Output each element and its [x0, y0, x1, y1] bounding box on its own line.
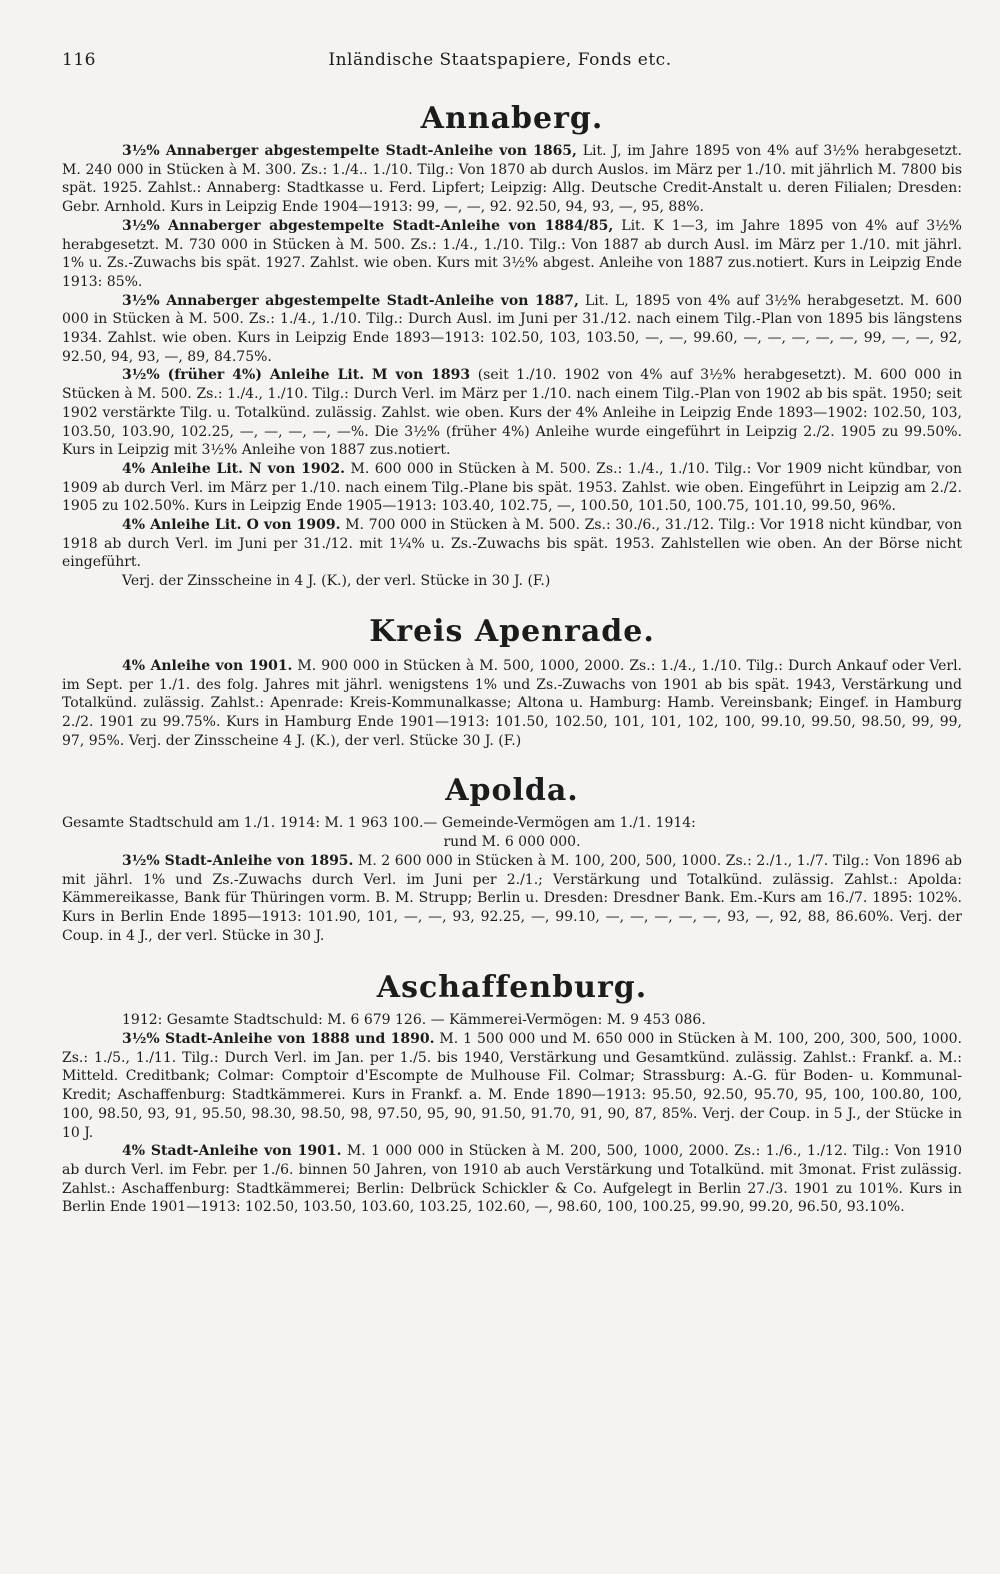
loan-entry	[62, 1142, 962, 1217]
section-title: Apolda.	[445, 773, 579, 809]
loan-text: M. 900 000 in Stücken à M. 500, 1000, 2000. Zs.: 1./4., 1./10. Tilg.: Durch Ankauf oder Verl. im Sept. per 1./1. des folg. Jahres mit jährl. wenigstens 1% und Zs.-Zuwachs von 1901 ab bis spät. 1943, Verstärkung und Totalkünd. zulässig. Zahlst.: Apenrade: Kreis-Kommunalkasse; Altona u. Hamburg: Hamb. Vereinsbank; Eingef. in Hamburg 2./2. 1901 zu 99.75%. Kurs in Hamburg Ende 1901—1913: 101.50, 102.50, 101, 101, 102, 100, 99.10, 99.50, 98.50, 99, 99, 97, 95%. Verj. der Zinsscheine 4 J. (K.), der verl. Stücke 30 J. (F.)	[62, 657, 962, 749]
loan-text: M. 1 500 000 und M. 650 000 in Stücken à M. 100, 200, 300, 500, 1000. Zs.: 1./5., 1./11. Tilg.: Durch Verl. im Jan. per 1./5. bis 1940, Verstärkung und Gesamtkünd. zulässig. Zahlst.: Frankf. a. M.: Mitteld. Creditbank; Colmar: Comptoir d'Escompte de Mulhouse Fil. Colmar; Strassburg: A.-G. für Boden- u. Kommunal-Kredit; Aschaffenburg: Stadtkämmerei. Kurs in Frankf. a. M. Ende 1890—1913: 95.50, 92.50, 95.70, 95, 100, 100.80, 100, 100, 98.50, 93, 91, 95.50, 98.30, 98.50, 98, 97.50, 95, 90, 91.50, 91.70, 91, 90, 87, 85%. Verj. der Coup. in 5 J., der Stücke in 10 J.	[62, 1031, 963, 1141]
loan-entry	[62, 516, 962, 572]
debt-summary-cont: rund M. 6 000 000.	[443, 834, 581, 851]
loan-lead: 3½% Annaberger abgestempelte Stadt-Anleihe von 1887,	[122, 292, 579, 309]
loan-lead: 4% Anleihe Lit. O von 1909.	[122, 517, 341, 534]
section-apolda	[62, 772, 962, 945]
section-title: Aschaffenburg.	[376, 970, 648, 1006]
loan-text: Lit. J, im Jahre 1895 von 4% auf 3½% herabgesetzt. M. 240 000 in Stücken à M. 300. Zs.: 1./4.. 1./10. Tilg.: Von 1870 ab durch Auslos. im März per 1./10. mit jährlich M. 7800 bis spät. 1925. Zahlst.: Annaberg: Stadtkasse u. Ferd. Lipfert; Leipzig: Allg. Deutsche Credit-Anstalt u. deren Filialen; Dresden: Gebr. Arnhold. Kurs in Leipzig Ende 1904—1913: 99, —, —, 92. 92.50, 94, 93, —, 95, 88%.	[62, 143, 962, 216]
running-title: Inländische Staatspapiere, Fonds etc.	[328, 50, 672, 70]
loan-lead: 4% Stadt-Anleihe von 1901.	[122, 1143, 342, 1160]
section-aschaffenburg	[62, 969, 962, 1217]
loan-text: M. 600 000 in Stücken à M. 500. Zs.: 1./4., 1./10. Tilg.: Vor 1909 nicht kündbar, von 1909 ab durch Verl. im März per 1./10. nach einem Tilg.-Plane bis spät. 1953. Zahlst. wie oben. Eingeführt in Leipzig am 2./2. 1905 zu 102.50%. Kurs in Leipzig Ende 1905—1913: 103.40, 102.75, —, 100.50, 101.50, 100.75, 101.10, 99.50, 96%.	[62, 460, 963, 515]
loan-text: Verj. der Zinsscheine in 4 J. (K.), der verl. Stücke in 30 J. (F.)	[122, 573, 551, 590]
section-title: Kreis Apenrade.	[369, 613, 655, 649]
loan-lead: 4% Anleihe von 1901.	[122, 657, 293, 674]
section-kreis-apenrade	[62, 613, 962, 751]
loan-lead: 3½% Stadt-Anleihe von 1895.	[122, 852, 354, 869]
loan-entry	[62, 1030, 962, 1142]
loan-text: Lit. L, 1895 von 4% auf 3½% herabgesetzt. M. 600 000 in Stücken à M. 500. Zs.: 1./4., 1./10. Tilg.: Durch Ausl. im Juni per 31./12. nach einem Tilg.-Plan von 1895 bis längstens 1934. Zahlst. wie oben. Kurs in Leipzig Ende 1893—1913: 102.50, 103, 103.50, —, —, 99.60, —, —, —, —, —, 99, —, —, 92, 92.50, 94, 93, —, 89, 84.75%.	[62, 292, 962, 365]
page-body	[62, 96, 962, 1217]
debt-summary: Gesamte Stadtschuld am 1./1. 1914: M. 1 963 100.— Gemeinde-Vermögen am 1./1. 1914:	[62, 815, 696, 832]
loan-lead: 3½% (früher 4%) Anleihe Lit. M von 1893	[122, 367, 471, 384]
section-title: Annaberg.	[420, 101, 604, 136]
loan-entry	[62, 657, 962, 751]
loan-lead: 3½% Annaberger abgestempelte Stadt-Anleihe von 1884/85,	[122, 217, 614, 234]
loan-lead: 4% Anleihe Lit. N von 1902.	[122, 460, 346, 477]
loan-entry	[62, 852, 962, 946]
limitation-note	[62, 572, 962, 591]
section-annaberg	[62, 100, 962, 591]
loan-entry	[62, 460, 962, 516]
loan-text: M. 2 600 000 in Stücken à M. 100, 200, 500, 1000. Zs.: 2./1., 1./7. Tilg.: Von 1896 ab mit jährl. 1% und Zs.-Zuwachs durch Verl. im Juni per 2./1.; Verstärkung und Totalkünd. zulässig. Zahlst.: Apolda: Kämmereikasse, Bank für Thüringen vorm. B. M. Strupp; Berlin u. Dresden: Dresdner Bank. Em.-Kurs am 16./7. 1895: 102%. Kurs in Berlin Ende 1895—1913: 101.90, 101, —, —, 93, 92.25, —, 99.10, —, —, —, —, —, 93, —, 92, 88, 86.60%. Verj. der Coup. in 4 J., der verl. Stücke in 30 J.	[62, 852, 962, 944]
loan-text: M. 1 000 000 in Stücken à M. 200, 500, 1000, 2000. Zs.: 1./6., 1./12. Tilg.: Von 1910 ab durch Verl. im Febr. per 1./6. binnen 50 Jahren, von 1910 ab auch Verstärkung und Totalkünd. mit 3monat. Frist zulässig. Zahlst.: Aschaffenburg: Stadtkämmerei; Berlin: Delbrück Schickler & Co. Aufgelegt in Berlin 27./3. 1901 zu 101%. Kurs in Berlin Ende 1901—1913: 102.50, 103.50, 103.60, 103.25, 102.60, —, 98.60, 100, 100.25, 99.90, 99.20, 96.50, 93.10%.	[62, 1143, 962, 1216]
loan-entry	[62, 142, 962, 217]
loan-entry	[62, 292, 962, 367]
loan-entry	[62, 217, 962, 292]
debt-summary: 1912: Gesamte Stadtschuld: M. 6 679 126. — Kämmerei-Vermögen: M. 9 453 086.	[122, 1012, 706, 1029]
loan-lead: 3½% Annaberger abgestempelte Stadt-Anleihe von 1865,	[122, 143, 577, 159]
loan-text: (seit 1./10. 1902 von 4% auf 3½% herabgesetzt). M. 600 000 in Stücken à M. 500. Zs.: 1./4., 1./10. Tilg.: Durch Verl. im März per 1./10. nach einem Tilg.-Plan von 1902 ab bis spät. 1950; seit 1902 verstärkte Tilg. u. Totalkünd. zulässig. Zahlst. wie oben. Kurs der 4% Anleihe in Leipzig Ende 1893—1902: 102.50, 103, 103.50, 103.90, 102.25, —, —, —, —, —%. Die 3½% (früher 4%) Anleihe wurde eingeführt in Leipzig 2./2. 1905 zu 99.50%. Kurs in Leipzig mit 3½% Anleihe von 1887 zus.notiert.	[62, 367, 962, 459]
loan-text: M. 700 000 in Stücken à M. 500. Zs.: 30./6., 31./12. Tilg.: Vor 1918 nicht kündbar, von 1918 ab durch Verl. im Juni per 31./12. mit 1¼% u. Zs.-Zuwachs bis spät. 1953. Zahlstellen wie oben. An der Börse nicht eingeführt.	[62, 517, 963, 571]
loan-text: Lit. K 1—3, im Jahre 1895 von 4% auf 3½% herabgesetzt. M. 730 000 in Stücken à M. 500. Zs.: 1./4., 1./10. Tilg.: Von 1887 ab durch Ausl. im März per 1./10. mit jährl. 1% u. Zs.-Zuwachs bis spät. 1927. Zahlst. wie oben. Kurs mit 3½% abgest. Anleihe von 1887 zus.notiert. Kurs in Leipzig Ende 1913: 85%.	[62, 217, 962, 290]
page-number: 116	[62, 50, 96, 70]
loan-lead: 3½% Stadt-Anleihe von 1888 und 1890.	[122, 1031, 435, 1048]
loan-entry	[62, 366, 962, 460]
